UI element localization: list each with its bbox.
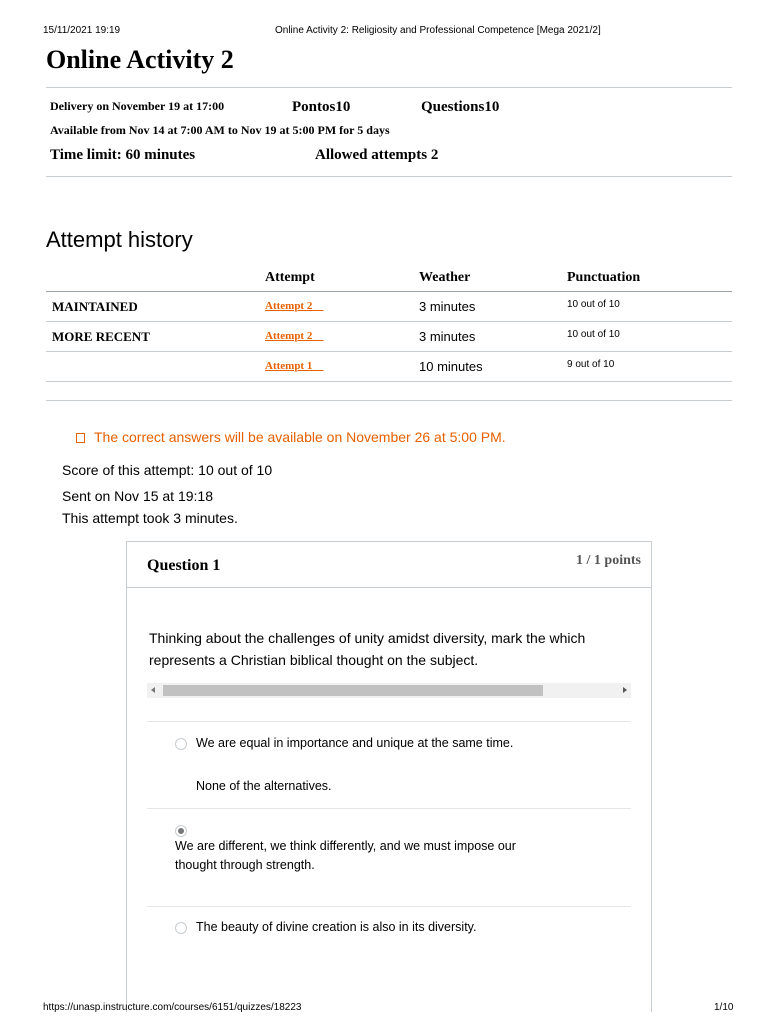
answer-text: None of the alternatives.	[196, 779, 332, 793]
attempt-time: 3 minutes	[419, 299, 476, 314]
answer-radio-selected[interactable]	[175, 825, 187, 837]
divider	[46, 176, 732, 177]
scroll-right-arrow-icon[interactable]	[623, 687, 627, 693]
scroll-left-arrow-icon[interactable]	[151, 687, 155, 693]
attempt-link[interactable]: Attempt 2	[265, 300, 313, 312]
attempt-history-title: Attempt history	[46, 227, 193, 252]
correct-answers-notice	[76, 429, 506, 445]
row-label: MORE RECENT	[52, 329, 150, 344]
print-url: https://unasp.instructure.com/courses/6151/quizzes/18223	[43, 1002, 302, 1013]
delivery-date: Delivery on November 19 at 17:00	[50, 99, 225, 113]
allowed-attempts: Allowed attempts 2	[315, 147, 439, 163]
attempt-score-summary: Score of this attempt: 10 out of 10	[62, 462, 273, 478]
horizontal-scrollbar[interactable]	[147, 683, 631, 698]
answer-divider	[147, 906, 631, 907]
row-divider	[46, 321, 732, 322]
print-datetime: 15/11/2021 19:19	[43, 25, 121, 36]
time-limit: Time limit: 60 minutes	[50, 147, 196, 163]
answer-text: The beauty of divine creation is also in its diversity.	[196, 920, 477, 934]
row-label: MAINTAINED	[52, 299, 138, 314]
attempt-score: 10 out of 10	[567, 299, 620, 310]
row-divider	[46, 381, 732, 382]
attempt-link[interactable]: Attempt 2	[265, 330, 313, 342]
availability-window: Available from Nov 14 at 7:00 AM to Nov 19 at 5:00 PM for 5 days	[50, 123, 390, 137]
question-title: Question 1	[147, 557, 221, 574]
answer-text: We are different, we think differently, and we must impose our thought through strength.	[175, 839, 516, 872]
info-icon	[76, 433, 85, 443]
print-page-number: 1/10	[714, 1002, 734, 1013]
answer-divider	[147, 721, 631, 722]
question-points: 1 / 1 points	[576, 553, 641, 568]
attempt-link[interactable]: Attempt 1	[265, 360, 313, 372]
points-total: Pontos10	[292, 99, 351, 115]
row-divider	[46, 351, 732, 352]
attempt-score: 10 out of 10	[567, 329, 620, 340]
page-title: Online Activity 2	[46, 45, 234, 74]
notice-text: The correct answers will be available on November 26 at 5:00 PM.	[94, 429, 506, 445]
attempt-submitted-at: Sent on Nov 15 at 19:18	[62, 488, 213, 504]
divider	[46, 87, 732, 88]
attempt-score: 9 out of 10	[567, 359, 615, 370]
column-header-time: Weather	[419, 270, 471, 285]
attempt-time: 10 minutes	[419, 359, 483, 374]
divider	[46, 400, 732, 401]
question-header	[127, 542, 651, 588]
question-card	[126, 541, 652, 1012]
answer-divider	[147, 808, 631, 809]
answer-radio[interactable]	[175, 738, 187, 750]
scrollbar-thumb[interactable]	[163, 685, 543, 696]
column-header-score: Punctuation	[567, 270, 641, 285]
column-header-attempt: Attempt	[265, 270, 315, 285]
questions-count: Questions10	[421, 99, 500, 115]
attempt-time: 3 minutes	[419, 329, 476, 344]
print-doc-title: Online Activity 2: Religiosity and Professional Competence [Mega 2021/2]	[275, 25, 601, 36]
question-text: Thinking about the challenges of unity amidst diversity, mark the which represents a Christian biblical thought on the subject.	[149, 630, 586, 668]
answer-radio[interactable]	[175, 922, 187, 934]
attempt-duration: This attempt took 3 minutes.	[62, 510, 238, 526]
table-header-divider	[46, 291, 732, 292]
answer-text: We are equal in importance and unique at the same time.	[196, 736, 514, 750]
